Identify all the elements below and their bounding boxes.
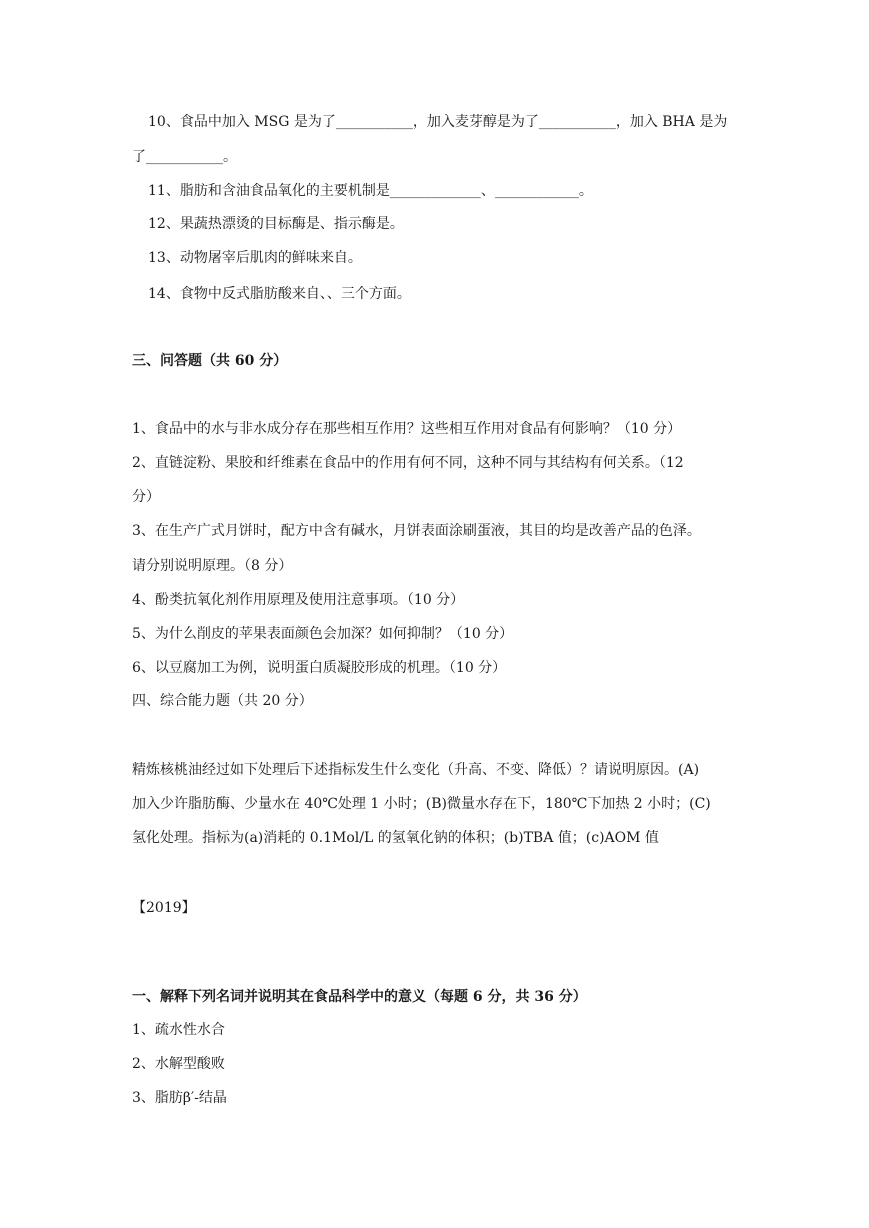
section-3-question-5: 5、为什么削皮的苹果表面颜色会加深？如何抑制？（10 分） xyxy=(132,626,514,642)
section-3-question-1: 1、食品中的水与非水成分存在那些相互作用？这些相互作用对食品有何影响？（10 分） xyxy=(132,421,682,437)
year-tag: 【2019】 xyxy=(132,900,196,916)
section-3-heading: 三、问答题（共 60 分） xyxy=(132,353,288,369)
term-item-3: 3、脂肪β′-结晶 xyxy=(132,1090,227,1106)
section-3-question-4: 4、酚类抗氧化剂作用原理及使用注意事项。（10 分） xyxy=(132,592,465,608)
term-item-2: 2、水解型酸败 xyxy=(132,1056,225,1072)
section-4-paragraph-line-1: 精炼核桃油经过如下处理后下述指标发生什么变化（升高、不变、降低）？请说明原因。(A) xyxy=(132,762,700,778)
section-3-question-2-line-2: 分） xyxy=(132,489,160,505)
section-3-question-2-line-1: 2、直链淀粉、果胶和纤维素在食品中的作用有何不同，这种不同与其结构有何关系。（12 xyxy=(132,455,684,471)
term-item-1: 1、疏水性水合 xyxy=(132,1022,225,1038)
section-1-2019-heading: 一、解释下列名词并说明其在食品科学中的意义（每题 6 分，共 36 分） xyxy=(132,989,587,1005)
question-11: 11、脂肪和含油食品氧化的主要机制是_____________、____________。 xyxy=(148,183,593,199)
section-4-paragraph-line-3: 氢化处理。指标为(a)消耗的 0.1Mol/L 的氢氧化钠的体积；(b)TBA 值；(c)AOM 值 xyxy=(132,830,659,846)
section-4-paragraph-line-2: 加入少许脂肪酶、少量水在 40℃处理 1 小时；(B)微量水存在下，180℃下加热 2 小时；(C) xyxy=(132,796,711,812)
section-4-heading: 四、综合能力题（共 20 分） xyxy=(132,693,313,709)
section-3-question-3-line-2: 请分别说明原理。（8 分） xyxy=(132,558,293,574)
question-10-line-2: 了___________。 xyxy=(132,149,237,165)
section-3-question-3-line-1: 3、在生产广式月饼时，配方中含有碱水，月饼表面涂刷蛋液，其目的均是改善产品的色泽。 xyxy=(132,523,701,539)
question-14: 14、食物中反式脂肪酸来自、、三个方面。 xyxy=(148,286,411,302)
question-12: 12、果蔬热漂烫的目标酶是、指示酶是。 xyxy=(148,216,404,232)
question-13: 13、动物屠宰后肌肉的鲜味来自。 xyxy=(148,250,362,266)
question-10-line-1: 10、食品中加入 MSG 是为了___________，加入麦芽醇是为了___________，加入 BHA 是为 xyxy=(148,114,728,130)
section-3-question-6: 6、以豆腐加工为例，说明蛋白质凝胶形成的机理。（10 分） xyxy=(132,660,507,676)
